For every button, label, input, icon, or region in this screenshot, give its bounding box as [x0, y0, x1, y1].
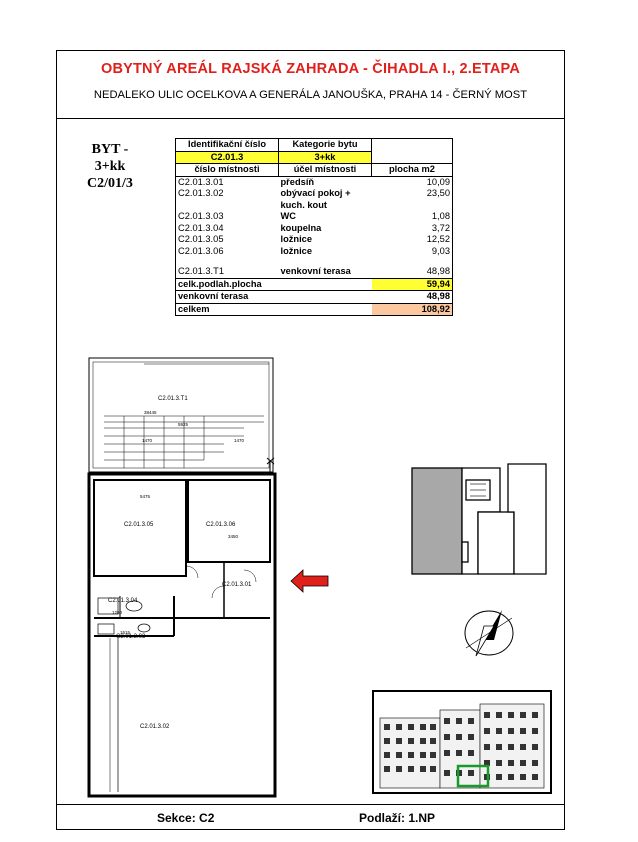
- project-title: OBYTNÝ AREÁL RAJSKÁ ZAHRADA - ČIHADLA I., 2.ETAPA: [100, 61, 521, 77]
- room-table: [175, 138, 453, 316]
- table-row: C2.01.3.05 ložnice 12,52: [178, 234, 450, 244]
- label-room-04: C2.01.3.04: [108, 598, 138, 604]
- facade-thumbnail: [372, 690, 552, 794]
- label-room-02: C2.01.3.02: [140, 724, 170, 730]
- label-room-01: C2.01.3.01: [222, 582, 252, 588]
- table-row: kuch. kout: [280, 199, 327, 210]
- footer-divider: [57, 804, 564, 805]
- dim-2: 5925: [178, 422, 189, 427]
- label-terrace: C2.01.3.T1: [158, 396, 188, 402]
- id-value: C2.01.3: [176, 151, 279, 164]
- table-row: C2.01.3.06 ložnice 9,03: [178, 245, 450, 256]
- table-row: C2.01.3.02 obývací pokoj + 23,50: [178, 188, 450, 198]
- table-row: C2.01.3.04 koupelna 3,72: [178, 222, 450, 233]
- table-row: C2.01.3.01 předsíň 10,09: [178, 176, 450, 187]
- label-room-06: C2.01.3.06: [206, 522, 236, 528]
- label-room-05: C2.01.3.05: [124, 522, 154, 528]
- section-label: Sekce: C2: [157, 811, 215, 825]
- building-key-plan: [408, 462, 548, 580]
- table-row: C2.01.3.03 WC 1,08: [178, 211, 450, 221]
- dim-1: 38445: [144, 410, 157, 415]
- floor-label: Podlaží: 1.NP: [359, 811, 436, 825]
- total-row: celkem 108,92: [176, 303, 453, 316]
- terrace-row: venkovní terasa 48,98: [176, 291, 453, 304]
- col-area: plocha m2: [372, 164, 453, 177]
- table-row: C2.01.3.T1 venkovní terasa 48,98: [178, 266, 450, 276]
- total-floor-row: celk.podlah.plocha 59,94: [176, 278, 453, 291]
- north-arrow-icon: [458, 604, 520, 662]
- floor-plan: [84, 356, 304, 802]
- unit-code: C2/01/3: [87, 176, 133, 191]
- dim-5: 1470: [142, 438, 153, 443]
- dim-3: 5475: [140, 494, 151, 499]
- dim-7: 1250: [112, 610, 123, 615]
- cat-label: Kategorie bytu: [279, 139, 372, 152]
- unit-type: BYT - 3+kk: [91, 142, 129, 174]
- dim-4: 3450: [228, 534, 239, 539]
- dim-6: 1470: [234, 438, 245, 443]
- entrance-arrow-icon: [290, 567, 330, 595]
- id-label: Identifikační číslo: [176, 139, 279, 152]
- label-room-03: C2.01.3.03: [116, 634, 146, 640]
- dim-8: 1515: [120, 630, 131, 635]
- col-room: číslo místnosti: [176, 164, 279, 177]
- col-use: účel místnosti: [279, 164, 372, 177]
- project-subtitle: NEDALEKO ULIC OCELKOVA A GENERÁLA JANOUŠKA, PRAHA 14 - ČERNÝ MOST: [93, 89, 528, 101]
- unit-heading: [75, 141, 145, 192]
- header-divider: [57, 118, 564, 119]
- cat-value: 3+kk: [279, 151, 372, 164]
